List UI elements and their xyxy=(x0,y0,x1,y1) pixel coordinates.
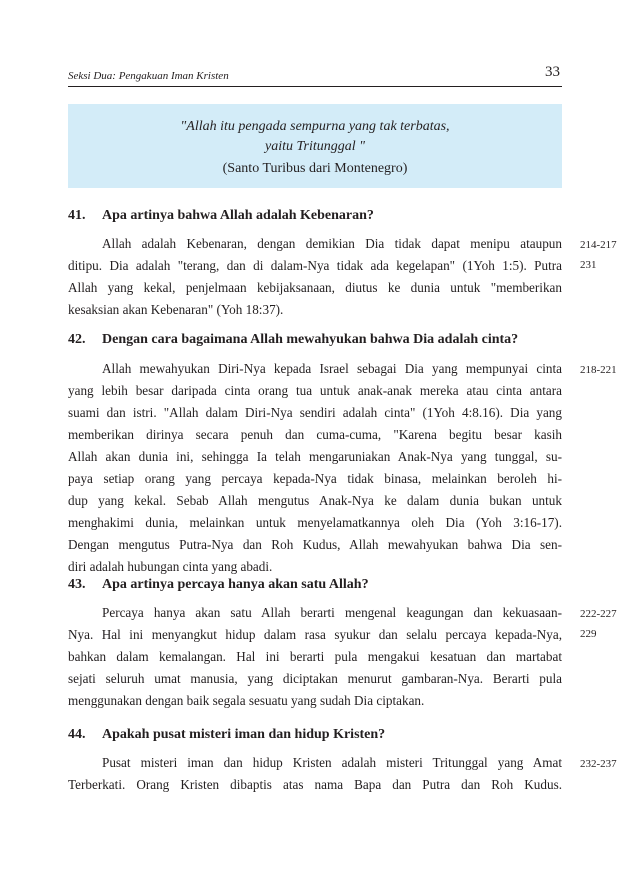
cross-reference-item: 214-217 xyxy=(580,239,617,251)
question-heading-44 xyxy=(68,727,562,743)
cross-reference-item: 229 xyxy=(580,628,597,640)
answer-line: dup yang kekal. Sebab Allah mengutus Anak-Nya ke dalam dunia bukan untuk xyxy=(68,493,562,508)
question-text: Apakah pusat misteri iman dan hidup Kristen? xyxy=(102,727,386,742)
question-heading-42 xyxy=(68,332,562,348)
answer-line: yang lebih besar daripada cinta orang tua untuk anak-anak mereka atau cinta antara xyxy=(68,383,562,398)
running-header xyxy=(68,64,562,87)
answer-line: sejati seluruh umat manusia, yang diciptakan menurut gambaran-Nya. Berarti pula xyxy=(68,671,562,686)
cross-reference xyxy=(580,754,617,774)
header-title: Seksi Dua: Pengakuan Iman Kristen xyxy=(68,70,229,82)
answer-paragraph-43 xyxy=(68,602,562,712)
epigraph-box xyxy=(68,104,562,188)
answer-line: Allah mewahyukan Diri-Nya kepada Israel sebagai Dia yang mempunyai cinta xyxy=(102,361,562,376)
question-heading-41 xyxy=(68,208,562,224)
answer-line: diri adalah hubungan cinta yang abadi. xyxy=(68,559,273,574)
cross-reference xyxy=(580,235,617,275)
cross-reference-item: 231 xyxy=(580,259,597,271)
answer-line: Nya. Hal ini menyangkut hidup dalam rasa syukur dan selalu percaya kepada-Nya, xyxy=(68,627,562,642)
answer-line: Pusat misteri iman dan hidup Kristen adalah misteri Tritunggal yang Amat xyxy=(102,755,562,770)
page-number: 33 xyxy=(545,64,560,80)
answer-line: Allah yang kekal, penjelmaan kebijaksanaan, diutus ke dunia untuk "memberikan xyxy=(68,280,562,295)
question-number: 43. xyxy=(68,577,86,592)
question-text: Apa artinya percaya hanya akan satu Allah? xyxy=(102,577,369,592)
question-heading-43 xyxy=(68,577,562,593)
answer-line: Allah adalah Kebenaran, dengan demikian Dia tidak dapat menipu ataupun xyxy=(102,236,562,251)
quote-line-1: "Allah itu pengada sempurna yang tak terbatas, xyxy=(180,119,450,134)
answer-line: kesaksian akan Kebenaran" (Yoh 18:37). xyxy=(68,302,284,317)
answer-line: paya setiap orang yang percaya kepada-Nya tidak binasa, melainkan beroleh hi- xyxy=(68,471,562,486)
answer-line: menggunakan dengan baik segala sesuatu yang sudah Dia ciptakan. xyxy=(68,693,425,708)
quote-line-2: yaitu Tritunggal " xyxy=(264,139,365,154)
quote-attribution: (Santo Turibus dari Montenegro) xyxy=(222,161,408,176)
cross-reference xyxy=(580,360,617,380)
answer-line: Dengan mengutus Putra-Nya dan Roh Kudus, Allah mewahyukan bahwa Dia sen- xyxy=(68,537,562,552)
answer-paragraph-42 xyxy=(68,358,562,578)
question-number: 41. xyxy=(68,208,86,223)
question-number: 44. xyxy=(68,727,86,742)
cross-reference-item: 232-237 xyxy=(580,758,617,770)
answer-line: memberikan dirinya secara penuh dan cuma-cuma, "Karena begitu besar kasih xyxy=(68,427,562,442)
question-text: Apa artinya bahwa Allah adalah Kebenaran? xyxy=(102,208,374,223)
cross-reference-item: 218-221 xyxy=(580,364,617,376)
answer-line: Allah akan dunia ini, sehingga Ia telah mengaruniakan Anak-Nya yang tunggal, su- xyxy=(68,449,562,464)
question-number: 42. xyxy=(68,332,86,347)
answer-line: suami dan istri. "Allah dalam Diri-Nya sendiri adalah cinta" (1Yoh 4:8.16). Dia yang xyxy=(68,405,562,420)
answer-line: Percaya hanya akan satu Allah berarti mengenal keagungan dan kekuasaan- xyxy=(102,605,562,620)
question-text: Dengan cara bagaimana Allah mewahyukan bahwa Dia adalah cinta? xyxy=(102,332,519,347)
cross-reference-item: 222-227 xyxy=(580,608,617,620)
answer-line: ditipu. Dia adalah "terang, dan di dalam-Nya tidak ada kegelapan" (1Yoh 1:5). Putra xyxy=(68,258,562,273)
answer-line: Terberkati. Orang Kristen dibaptis atas nama Bapa dan Putra dan Roh Kudus. xyxy=(68,777,562,792)
answer-paragraph-41 xyxy=(68,233,562,321)
answer-paragraph-44 xyxy=(68,752,562,796)
answer-line: bahkan dalam kemalangan. Hal ini berarti pula mengakui kesatuan dan martabat xyxy=(68,649,562,664)
answer-line: menghakimi dunia, melainkan untuk menyelamatkannya oleh Dia (Yoh 3:16-17). xyxy=(68,515,562,530)
cross-reference xyxy=(580,604,617,644)
